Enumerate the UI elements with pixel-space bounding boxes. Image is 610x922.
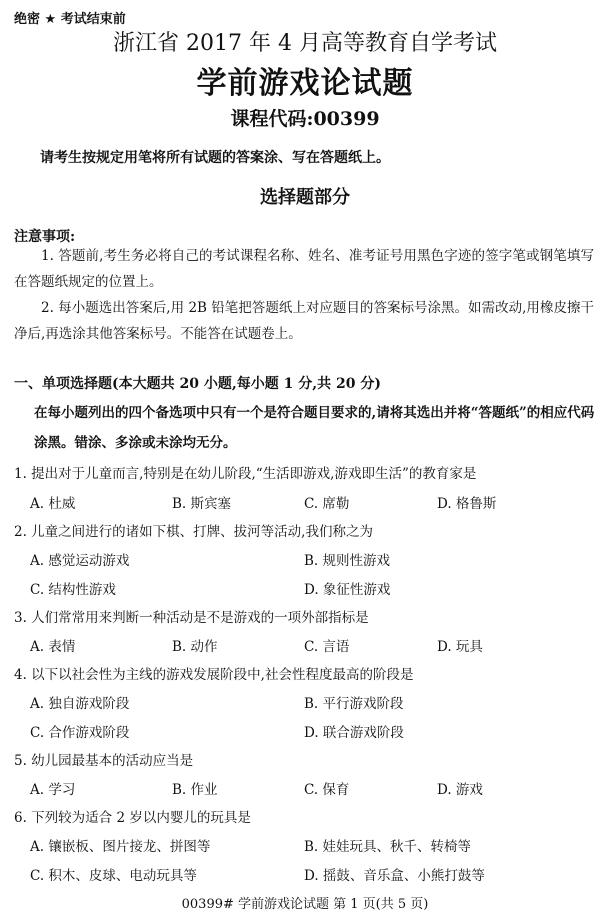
option-b: B. 作业 [172, 782, 218, 798]
option-b: B. 斯宾塞 [172, 496, 232, 512]
page-footer: 00399# 学前游戏论试题 第 1 页(共 5 页) [181, 897, 429, 912]
question-text: 2. 儿童之间进行的诸如下棋、打牌、拔河等活动,我们称之为 [14, 524, 373, 540]
note-item: 2. 每小题选出答案后,用 2B 铅笔把答题纸上对应题目的答案标号涂黑。如需改动,用橡皮擦干净后,再选涂其他答案标号。不能答在试题卷上。 [14, 300, 594, 342]
question-text: 6. 下列较为适合 2 岁以内婴儿的玩具是 [14, 810, 251, 826]
option-b: B. 娃娃玩具、秋千、转椅等 [304, 839, 472, 855]
option-c: C. 席勒 [304, 496, 350, 512]
option-d: D. 玩具 [437, 639, 483, 655]
part-instruction: 在每小题列出的四个备选项中只有一个是符合题目要求的,请将其选出并将“答题纸”的相应代码涂黑。错涂、多涂或未涂均无分。 [34, 405, 595, 451]
answer-notice: 请考生按规定用笔将所有试题的答案涂、写在答题纸上。 [40, 150, 390, 166]
option-c: C. 言语 [304, 639, 350, 655]
part-heading: 一、单项选择题(本大题共 20 小题,每小题 1 分,共 20 分) [14, 376, 381, 392]
option-b: B. 平行游戏阶段 [304, 696, 404, 712]
option-a: A. 学习 [30, 782, 76, 798]
option-c: C. 结构性游戏 [30, 582, 116, 598]
notes-heading: 注意事项: [14, 229, 76, 245]
section-title: 选择题部分 [260, 187, 350, 208]
course-code: 课程代码:00399 [230, 108, 380, 130]
option-c: C. 合作游戏阶段 [30, 725, 130, 741]
option-a: A. 杜威 [30, 496, 76, 512]
option-a: A. 镶嵌板、图片接龙、拼图等 [30, 839, 211, 855]
question-text: 1. 提出对于儿童而言,特别是在幼儿阶段,“生活即游戏,游戏即生活”的教育家是 [14, 466, 477, 482]
option-d: D. 象征性游戏 [304, 582, 391, 598]
option-d: D. 游戏 [437, 782, 483, 798]
question-text: 4. 以下以社会性为主线的游戏发展阶段中,社会性程度最高的阶段是 [14, 667, 414, 683]
note-item: 1. 答题前,考生务必将自己的考试课程名称、姓名、准考证号用黑色字迹的签字笔或钢笔填写在答题纸规定的位置上。 [14, 248, 594, 290]
option-d: D. 格鲁斯 [437, 496, 497, 512]
question-text: 3. 人们常常用来判断一种活动是不是游戏的一项外部指标是 [14, 610, 369, 626]
option-d: D. 摇鼓、音乐盒、小熊打鼓等 [304, 868, 485, 884]
confidential-label: 绝密 ★ 考试结束前 [14, 12, 126, 27]
option-a: A. 感觉运动游戏 [30, 553, 130, 569]
exam-name: 浙江省 2017 年 4 月高等教育自学考试 [113, 31, 497, 56]
option-c: C. 积木、皮球、电动玩具等 [30, 868, 197, 884]
paper-title: 学前游戏论试题 [196, 66, 414, 101]
option-a: A. 独自游戏阶段 [30, 696, 130, 712]
option-b: B. 规则性游戏 [304, 553, 391, 569]
option-b: B. 动作 [172, 639, 218, 655]
option-c: C. 保育 [304, 782, 350, 798]
option-d: D. 联合游戏阶段 [304, 725, 404, 741]
question-text: 5. 幼儿园最基本的活动应当是 [14, 753, 194, 769]
option-a: A. 表情 [30, 639, 76, 655]
